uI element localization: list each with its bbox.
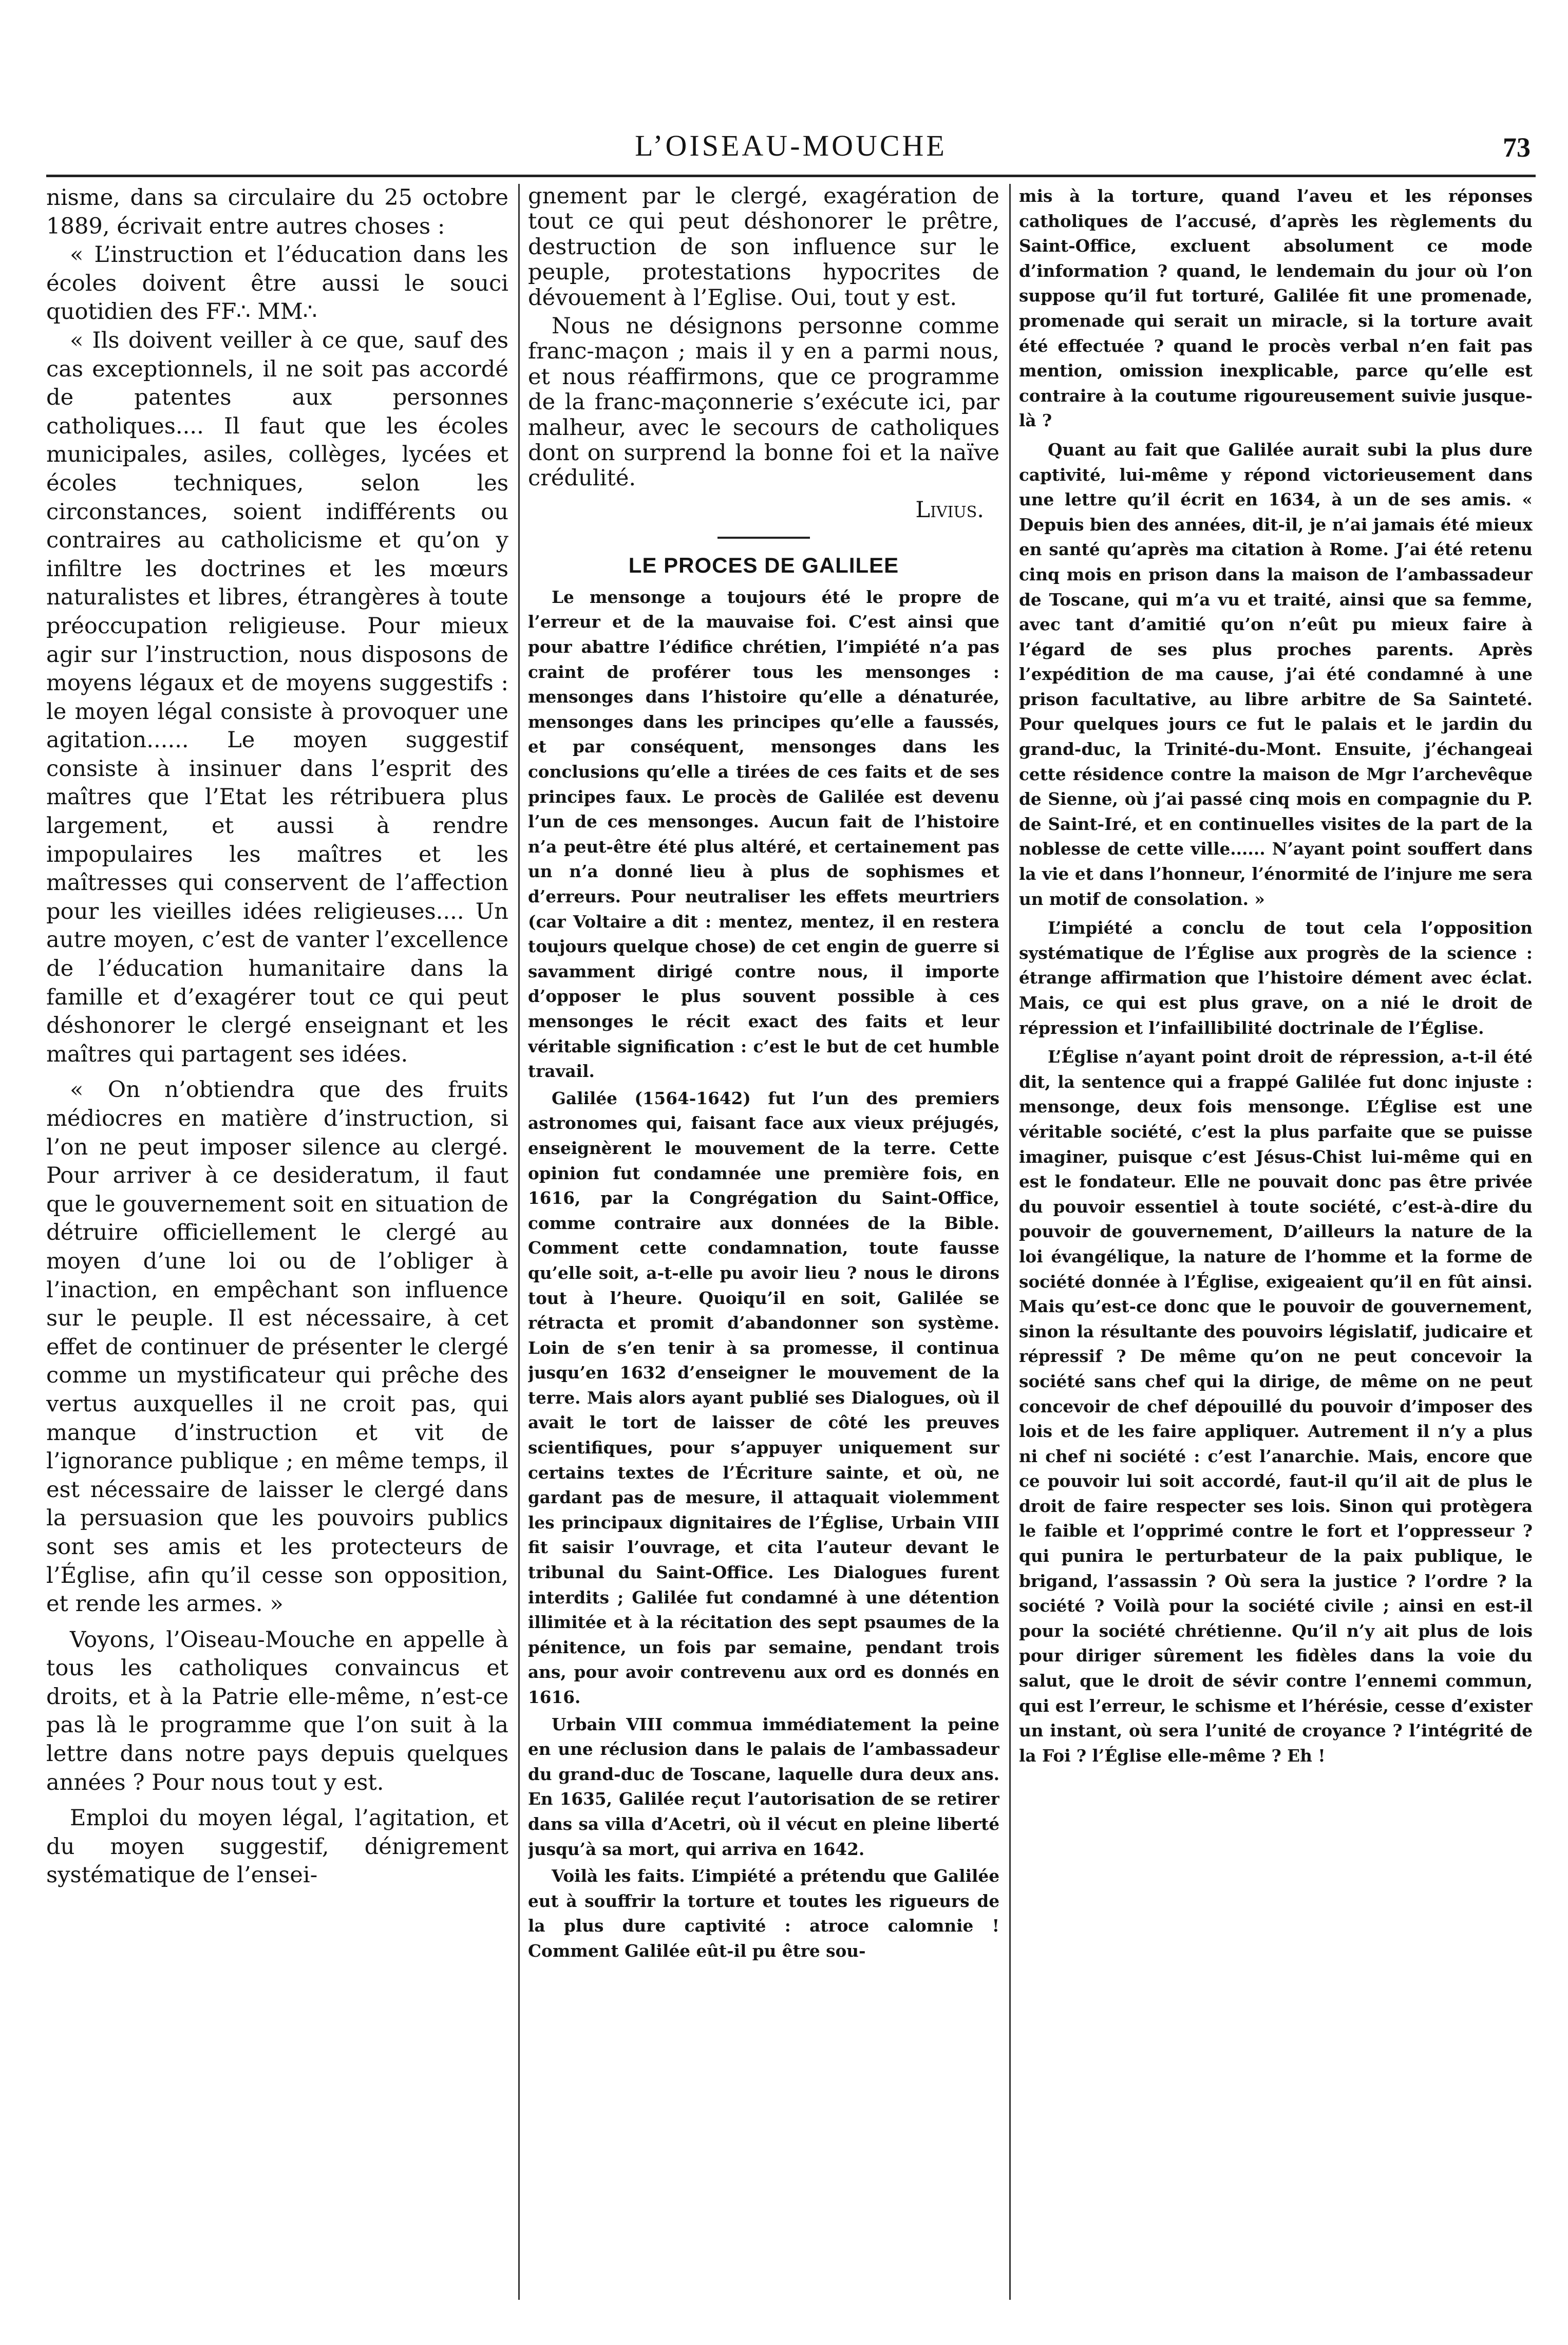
- quote-paragraph: « On n’obtiendra que des fruits médiocres en matière d’instruction, si l’on ne peut imposer silence au clergé. Pour arriver à ce desideratum, il faut que le gouvernement soit en situation de détruire officiellement le clergé au moyen d’une loi ou de l’obliger à l’inaction, en empêchant son influence sur le peuple. Il est nécessaire, à cet effet de continuer de présenter le clergé comme un mystificateur qui prêche des vertus auxquelles il ne croit pas, qui manque d’instruction et vit de l’ignorance publique ; en même temps, il est nécessaire de laisser le clergé dans la persuasion que les pouvoirs publics sont ses amis et les protecteurs de l’Église, afin qu’il cesse son opposition, et rende les armes. »: [46, 1077, 508, 1617]
- paragraph-continuation: gnement par le clergé, exagération de tout ce qui peut déshonorer le prêtre, destruction de son influence sur le peuple, protestations hypocrites de dévouement à l’Eglise. Oui, tout y est.: [528, 184, 999, 311]
- paragraph-continuation: nisme, dans sa circulaire du 25 octobre 1889, écrivait entre autres choses :: [46, 185, 508, 239]
- section-divider: [717, 537, 810, 539]
- paragraph: L’Église n’ayant point droit de répression, a-t-il été dit, la sentence qui a frappé Galilée fut donc injuste : mensonge, deux fois mensonge. L’Église est une véritable société, c’est la plus parfaite que se puisse imaginer, puisque c’est Jésus-Chist lui-même qui en est le fondateur. Elle ne pouvait donc pas être privée du pouvoir essentiel à toute société, c’est-à-dire du pouvoir de gouvernement, D’ailleurs la nature de la loi évangélique, la nature de l’homme et la forme de société donnée à l’Église, exigeaient qu’il en fût ainsi. Mais qu’est-ce donc que le pouvoir de gouvernement, sinon la résultante des pouvoirs législatif, judicaire et répressif ? De même qu’on ne peut concevoir la société sans chef qui la dirige, de même on ne peut concevoir de chef dépouillé du pouvoir d’imposer des lois et de les faire appliquer. Autrement il n’y a plus ni chef ni société : c’est l’anarchie. Mais, encore que ce pouvoir lui soit accordé, faut-il qu’il ait de plus le droit de faire respecter ses lois. Sinon qui protègera le faible et l’opprimé contre le fort et l’oppresseur ? qui punira le perturbateur de la paix publique, le brigand, l’assassin ? Où sera la justice ? l’ordre ? la société ? Voilà pour la société civile ; ainsi en est-il pour la société chrétienne. Qu’il n’y ait plus de lois pour diriger sûrement les fidèles dans la voie du salut, que le droit de sévir contre l’ennemi commun, qui est l’erreur, le schisme et l’hérésie, cesse d’exister un instant, où sera l’unité de croyance ? l’intégrité de la Foi ? l’Église elle-même ? Eh !: [1019, 1047, 1533, 1766]
- running-title: L’OISEAU-MOUCHE: [635, 129, 947, 162]
- paragraph: Le mensonge a toujours été le propre de l’erreur et de la mauvaise foi. C’est ainsi que pour abattre l’édifice chrétien, l’impiété n’a pas craint de proférer tous les mensonges : mensonges dans l’histoire qu’elle a dénaturée, mensonges dans les principes qu’elle a faussés, et par conséquent, mensonges dans les conclusions qu’elle a tirées de ces faits et de ses principes faux. Le procès de Galilée est devenu l’un de ces mensonges. Aucun fait de l’histoire n’a peut-être été plus altéré, et certainement pas un n’a donné lieu à plus de sophismes et d’erreurs. Pour neutraliser les effets meurtriers (car Voltaire a dit : mentez, mentez, il en restera toujours quelque chose) de cet engin de guerre si savamment dirigé contre nous, il importe d’opposer le plus souvent possible à ces mensonges le récit exact des faits et leur véritable signification : c’est le but de cet humble travail.: [528, 587, 999, 1082]
- paragraph: Emploi du moyen légal, l’agitation, et du moyen suggestif, dénigrement systématique de l’ensei-: [46, 1805, 508, 1888]
- article-body: [528, 585, 999, 1964]
- paragraph: Urbain VIII commua immédiatement la peine en une réclusion dans le palais de l’ambassadeur du grand-duc de Toscane, laquelle dura deux ans. En 1635, Galilée reçut l’autorisation de se retirer dans sa villa d’Acetri, où il vécut en pleine liberté jusqu’à sa mort, qui arriva en 1642.: [528, 1714, 999, 1859]
- newspaper-page: [46, 123, 1536, 2311]
- paragraph: Quant au fait que Galilée aurait subi la plus dure captivité, lui-même y répond victorieusement dans une lettre qu’il écrit en 1634, à un de ses amis. « Depuis bien des années, dit-il, je n’ai jamais été mieux en santé qu’après ma citation à Rome. J’ai été retenu cinq mois en prison dans la maison de l’ambassadeur de Toscane, qui m’a vu et traité, ainsi que sa femme, avec tant d’amitié qu’on n’eût pu mieux faire à l’égard de ses plus proches parents. Après l’expédition de ma cause, j’ai été condamné à une prison facultative, au libre arbitre de Sa Sainteté. Pour quelques jours ce fut le palais et le jardin du grand-duc, la Trinité-du-Mont. Ensuite, j’échangeai cette résidence contre la maison de Mgr l’archevêque de Sienne, où j’ai passé cinq mois en compagnie du P. de Saint-Iré, et en continuelles visites de la part de la noblesse de cette ville...... N’ayant point souffert dans la vie et dans l’honneur, l’énormité de l’injure me sera un motif de consolation. »: [1019, 439, 1533, 909]
- header-rule: [46, 175, 1536, 177]
- column-3: [1019, 184, 1533, 2310]
- page-number: 73: [1503, 132, 1531, 163]
- column-2: [528, 184, 999, 2310]
- column-divider-1: [518, 184, 520, 2300]
- paragraph-continuation: mis à la torture, quand l’aveu et les réponses catholiques de l’accusé, d’après les règlements du Saint-Office, excluent absolument ce mode d’information ? quand, le lendemain du jour où l’on suppose qu’il fut torturé, Galilée fit une promenade, promenade qui serait un miracle, si la torture avait été effectuée ? quand le procès verbal n’en fait pas mention, omission inexplicable, parce qu’elle est contraire à la coutume rigoureusement suivie jusque-là ?: [1019, 186, 1533, 431]
- paragraph: Galilée (1564-1642) fut l’un des premiers astronomes qui, faisant face aux vieux préjugés, enseignèrent le mouvement de la terre. Cette opinion fut condamnée une première fois, en 1616, par la Congrégation du Saint-Office, comme contraire aux données de la Bible. Comment cette condamnation, toute fausse qu’elle soit, a-t-elle pu avoir lieu ? nous le dirons tout à l’heure. Quoiqu’il en soit, Galilée se rétracta et promit d’abandonner son système. Loin de s’en tenir à sa promesse, il continua jusqu’en 1632 d’enseigner le mouvement de la terre. Mais alors ayant publié ses Dialogues, où il avait le tort de laisser de côté les preuves scientifiques, pour s’appuyer uniquement sur certains textes de l’Écriture sainte, et où, ne gardant pas de mesure, il attaquait violemment les principaux dignitaires de l’Église, Urbain VIII fit saisir l’ouvrage, et cita l’auteur devant le tribunal du Saint-Office. Les Dialogues furent interdits ; Galilée fut condamné à une détention illimitée et à la récitation des sept psaumes de la pénitence, un fois par semaine, pendant trois ans, pour avoir contrevenu aux ord es donnés en 1616.: [528, 1088, 999, 1707]
- column-1: [46, 184, 508, 2310]
- quote-paragraph: « L’instruction et l’éducation dans les écoles doivent être aussi le souci quotidien des FF∴ MM∴: [46, 242, 508, 325]
- author-signature: Livius.: [915, 497, 984, 523]
- page-header: [46, 123, 1536, 180]
- quote-paragraph: « Ils doivent veiller à ce que, sauf des cas exceptionnels, il ne soit pas accordé de patentes aux personnes catholiques.... Il faut que les écoles municipales, asiles, collèges, lycées et écoles techniques, selon les circonstances, soient indifférents ou contraires au catholicisme et qu’on y infiltre les doctrines et les mœurs naturalistes et libres, étrangères à toute préoccupation religieuse. Pour mieux agir sur l’instruction, nous disposons de moyens légaux et de moyens suggestifs : le moyen légal consiste à provoquer une agitation...... Le moyen suggestif consiste à insinuer dans l’esprit des maîtres que l’Etat les rétribuera plus largement, et aussi à rendre impopulaires les maîtres et les maîtresses qui conservent de l’affection pour les vieilles idées religieuses.... Un autre moyen, c’est de vanter l’excellence de l’éducation humanitaire dans la famille et d’exagérer tout ce qui peut déshonorer le clergé enseignant et les maîtres qui partagent ses idées.: [46, 327, 508, 1067]
- paragraph: Nous ne désignons personne comme franc-maçon ; mais il y en a parmi nous, et nous réaffirmons, que ce programme de la franc-maçonnerie s’exécute ici, par malheur, avec le secours de catholiques dont on surprend la bonne foi et la naïve crédulité.: [528, 313, 999, 491]
- section-title: LE PROCES DE GALILEE: [628, 553, 899, 577]
- paragraph: L’impiété a conclu de tout cela l’opposition systématique de l’Église aux progrès de la science : étrange affirmation que l’histoire dément avec éclat. Mais, ce qui est plus grave, on a nié le droit de répression et l’infaillibilité doctrinale de l’Église.: [1019, 918, 1533, 1038]
- paragraph: Voilà les faits. L’impiété a prétendu que Galilée eut à souffrir la torture et toutes les rigueurs de la plus dure captivité : atroce calomnie ! Comment Galilée eût-il pu être sou-: [528, 1866, 999, 1961]
- paragraph: Voyons, l’Oiseau-Mouche en appelle à tous les catholiques convaincus et droits, et à la Patrie elle-même, n’est-ce pas là le programme que l’on suit à la lettre dans notre pays depuis quelques années ? Pour nous tout y est.: [46, 1627, 508, 1795]
- article-ending: [528, 184, 999, 491]
- column-divider-2: [1009, 184, 1011, 2300]
